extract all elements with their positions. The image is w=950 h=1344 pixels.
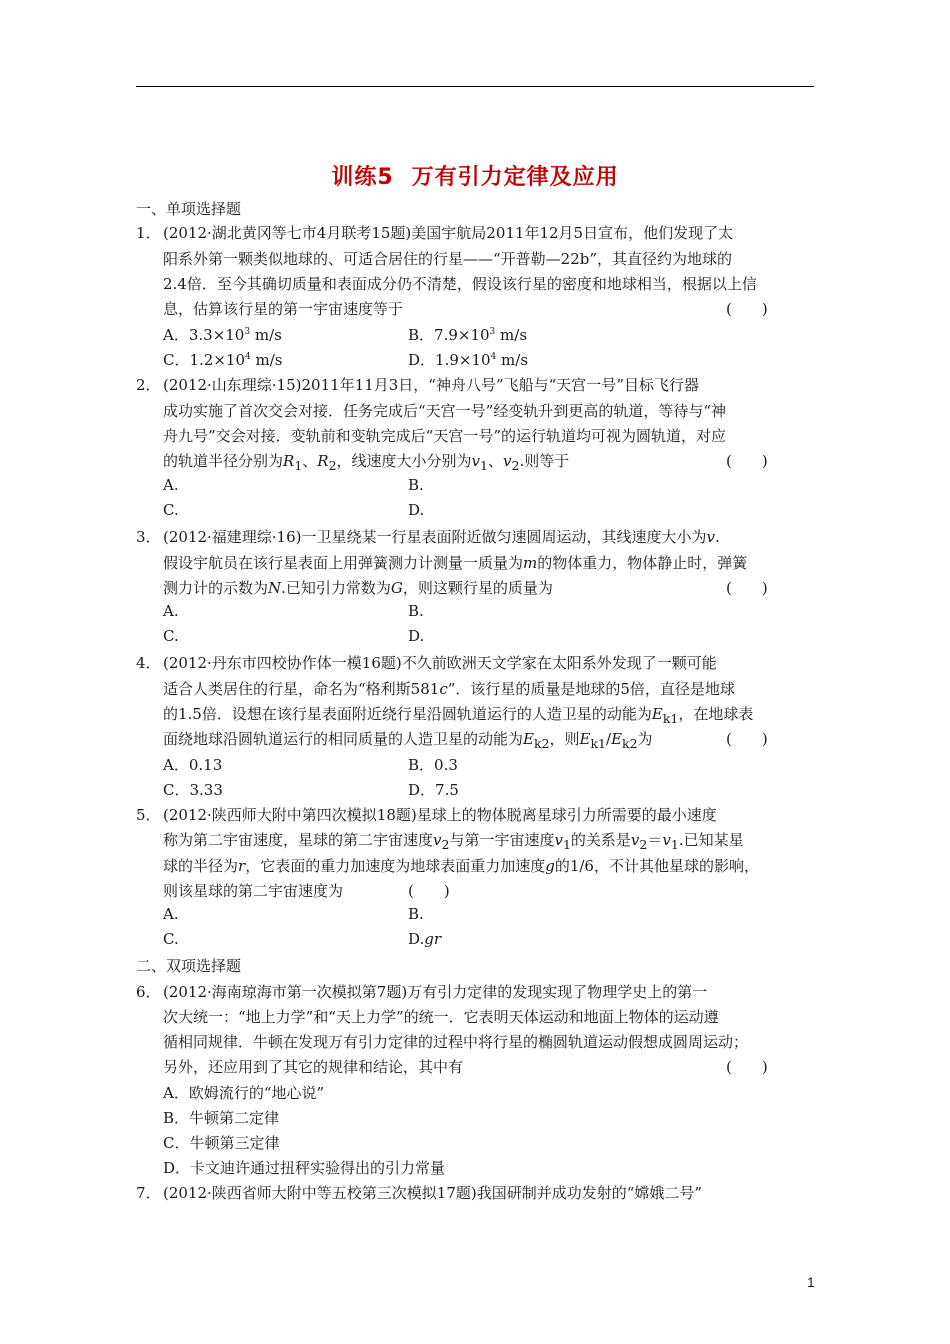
question-6-line-1: (2012·海南琼海市第一次模拟第7题)万有引力定律的发现实现了物理学史上的第一 — [163, 983, 708, 1001]
answer-blank: ( ) — [726, 300, 768, 318]
question-3-option-a[interactable]: A. — [163, 602, 179, 620]
question-6-option-d[interactable]: D．卡文迪许通过扭秤实验得出的引力常量 — [163, 1159, 446, 1177]
question-4-option-d[interactable]: D．7.5 — [408, 781, 459, 799]
question-3-number: 3． — [136, 528, 161, 546]
question-6-line-4: 另外，还应用到了其它的规律和结论，其中有 — [163, 1058, 464, 1076]
section-heading-double-choice: 二、双项选择题 — [136, 957, 242, 975]
question-6-option-b[interactable]: B．牛顿第二定律 — [163, 1109, 280, 1127]
question-2-option-d[interactable]: D. — [408, 501, 425, 519]
question-1-line-2: 阳系外第一颗类似地球的、可适合居住的行星——“开普勒—22b”，其直径约为地球的 — [163, 250, 733, 268]
question-6-option-a[interactable]: A．欧姆流行的“地心说” — [163, 1084, 325, 1102]
question-1-line-3: 2.4倍．至今其确切质量和表面成分仍不清楚，假设该行星的密度和地球相当，根据以上信 — [163, 275, 757, 293]
question-6-line-3: 循相同规律．牛顿在发现万有引力定律的过程中将行星的椭圆轨道运动假想成圆周运动； — [163, 1033, 749, 1051]
question-4-line-4: 面绕地球沿圆轨道运行的相同质量的人造卫星的动能为$E_{k2}$，则$E_{k1}/E_{k2}$为 — [163, 730, 653, 751]
question-1-option-c[interactable]: C．$1.2\times 10^4$ m/s — [163, 351, 283, 369]
section-heading-single-choice: 一、单项选择题 — [136, 200, 242, 218]
question-7-line-1: (2012·陕西省师大附中等五校第三次模拟17题)我国研制并成功发射的“嫦娥二号” — [163, 1184, 703, 1202]
question-1-line-4: 息，估算该行星的第一宇宙速度等于 — [163, 300, 404, 318]
answer-blank: ( ) — [726, 1058, 768, 1076]
question-2-option-b[interactable]: B. — [408, 476, 424, 494]
question-6-option-c[interactable]: C．牛顿第三定律 — [163, 1134, 280, 1152]
question-4-option-c[interactable]: C．3.33 — [163, 781, 223, 799]
question-1-line-1: (2012·湖北黄冈等七市4月联考15题)美国宇航局2011年12月5日宣布，他们发现了太 — [163, 224, 734, 242]
question-4-option-b[interactable]: B．0.3 — [408, 756, 458, 774]
page-title: 训练5 万有引力定律及应用 — [331, 165, 619, 190]
question-5-option-c[interactable]: C. — [163, 930, 179, 948]
question-3-option-d[interactable]: D. — [408, 627, 425, 645]
question-5-line-2: 称为第二宇宙速度，星球的第二宇宙速度$v_2$与第一宇宙速度$v_1$的关系是$v_2=v_1$.已知某星 — [163, 831, 744, 852]
answer-blank: ( ) — [726, 452, 768, 470]
page-number: 1 — [807, 1274, 815, 1290]
answer-blank: ( ) — [726, 579, 768, 597]
question-3-option-c[interactable]: C. — [163, 627, 179, 645]
question-2-line-2: 成功实施了首次交会对接．任务完成后“天宫一号”经变轨升到更高的轨道，等待与“神 — [163, 402, 727, 420]
question-2-option-c[interactable]: C. — [163, 501, 179, 519]
question-1-option-a[interactable]: A．$3.3\times 10^3$ m/s — [163, 326, 282, 344]
header-rule — [136, 86, 814, 87]
question-5-line-1: (2012·陕西师大附中第四次模拟18题)星球上的物体脱离星球引力所需要的最小速度 — [163, 806, 717, 824]
question-2-line-3: 舟九号”交会对接．变轨前和变轨完成后“天宫一号”的运行轨道均可视为圆轨道，对应 — [163, 427, 727, 445]
question-5-option-a[interactable]: A. — [163, 905, 179, 923]
question-2-line-4: 的轨道半径分别为$R_1$、$R_2$，线速度大小分别为$v_1$、$v_2$.则等于 — [163, 452, 570, 473]
question-3-line-3: 测力计的示数为N.已知引力常数为G，则这颗行星的质量为 — [163, 579, 553, 597]
question-5-line-3: 球的半径为r，它表面的重力加速度为地球表面重力加速度g的1/6，不计其他星球的影响， — [163, 857, 759, 875]
question-5-option-d[interactable]: D.gr — [408, 930, 442, 948]
question-1-number: 1． — [136, 224, 161, 242]
question-3-line-1: (2012·福建理综·16)一卫星绕某一行星表面附近做匀速圆周运动，其线速度大小为v. — [163, 528, 720, 546]
question-1-option-d[interactable]: D．$1.9\times 10^4$ m/s — [408, 351, 529, 369]
question-1-option-b[interactable]: B．$7.9\times 10^3$ m/s — [408, 326, 528, 344]
question-5-line-4: 则该星球的第二宇宙速度为 — [163, 882, 344, 900]
question-6-number: 6． — [136, 983, 161, 1001]
question-6-line-2: 次大统一：“地上力学”和“天上力学”的统一．它表明天体运动和地面上物体的运动遵 — [163, 1008, 719, 1026]
question-4-line-3: 的1.5倍．设想在该行星表面附近绕行星沿圆轨道运行的人造卫星的动能为$E_{k1}$，在地球表 — [163, 705, 754, 726]
question-7-number: 7． — [136, 1184, 161, 1202]
answer-blank: ( ) — [726, 730, 768, 748]
question-2-number: 2． — [136, 376, 161, 394]
answer-blank: ( ) — [408, 882, 450, 900]
question-3-line-2: 假设宇航员在该行星表面上用弹簧测力计测量一质量为m的物体重力，物体静止时，弹簧 — [163, 554, 748, 572]
question-5-option-b[interactable]: B. — [408, 905, 424, 923]
question-3-option-b[interactable]: B. — [408, 602, 424, 620]
question-4-number: 4． — [136, 654, 161, 672]
question-2-line-1: (2012·山东理综·15)2011年11月3日，“神舟八号”飞船与“天宫一号”目标飞行器 — [163, 376, 699, 394]
question-4-line-2: 适合人类居住的行星，命名为“格利斯581c”．该行星的质量是地球的5倍，直径是地球 — [163, 680, 735, 698]
question-4-option-a[interactable]: A．0.13 — [163, 756, 223, 774]
question-2-option-a[interactable]: A. — [163, 476, 179, 494]
question-4-line-1: (2012·丹东市四校协作体一模16题)不久前欧洲天文学家在太阳系外发现了一颗可能 — [163, 654, 717, 672]
question-5-number: 5． — [136, 806, 161, 824]
